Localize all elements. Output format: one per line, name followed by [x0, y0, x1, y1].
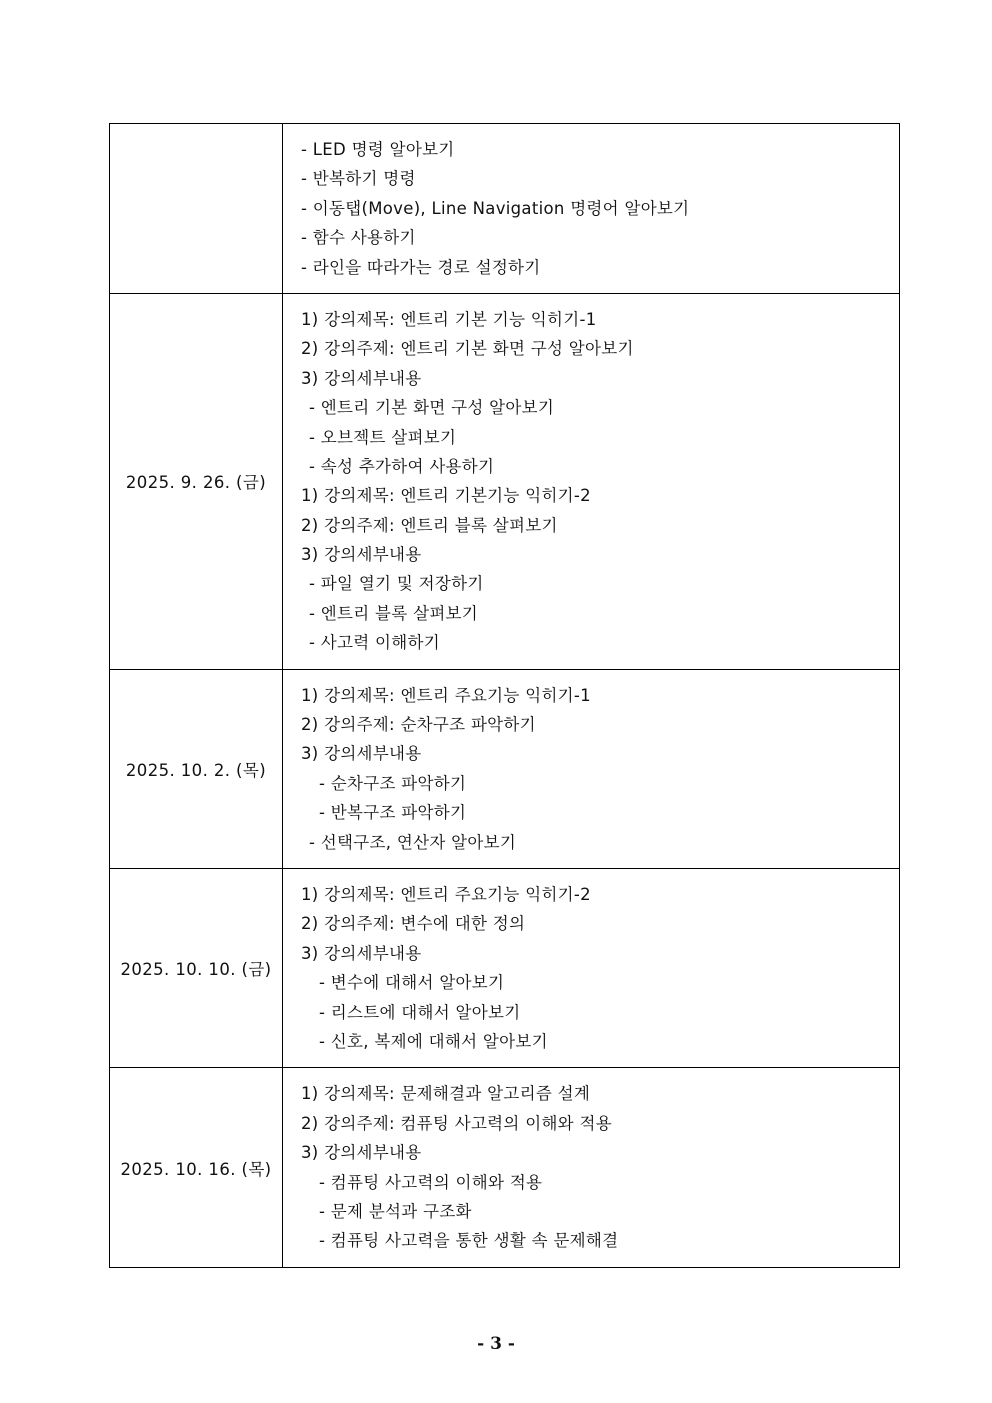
- lecture-topic: 2) 강의주제: 순차구조 파악하기: [301, 715, 536, 735]
- lecture-topic: 2) 강의주제: 엔트리 기본 화면 구성 알아보기: [301, 339, 634, 359]
- schedule-table: [109, 123, 900, 1268]
- detail-item: - 사고력 이해하기: [309, 633, 441, 653]
- lecture-title: 1) 강의제목: 엔트리 기본 기능 익히기-1: [301, 309, 597, 329]
- detail-item: - 선택구조, 연산자 알아보기: [309, 832, 517, 852]
- detail-item: - 반복하기 명령: [301, 169, 416, 189]
- lecture-title: 1) 강의제목: 엔트리 주요기능 익히기-2: [301, 884, 591, 904]
- content-cell: [283, 1068, 900, 1267]
- content-cell: [283, 293, 900, 669]
- detail-item: - 라인을 따라가는 경로 설정하기: [301, 257, 541, 277]
- detail-item: - LED 명령 알아보기: [301, 140, 455, 159]
- lecture-details-heading: 3) 강의세부내용: [301, 545, 422, 565]
- lecture-title: 1) 강의제목: 엔트리 기본기능 익히기-2: [301, 486, 591, 506]
- schedule-row: [110, 868, 900, 1067]
- detail-item: - 엔트리 기본 화면 구성 알아보기: [309, 398, 555, 418]
- lecture-details-heading: 3) 강의세부내용: [301, 744, 422, 764]
- detail-item: - 문제 분석과 구조화: [319, 1201, 472, 1221]
- schedule-row: [110, 124, 900, 294]
- date-cell: 2025. 10. 16. (목): [110, 1068, 283, 1267]
- detail-item: - 반복구조 파악하기: [319, 803, 467, 823]
- detail-item: - 이동탭(Move), Line Navigation 명령어 알아보기: [301, 198, 690, 218]
- date-cell: 2025. 10. 2. (목): [110, 669, 283, 868]
- lecture-details-heading: 3) 강의세부내용: [301, 1143, 422, 1163]
- detail-item: - 오브젝트 살펴보기: [309, 427, 457, 447]
- lecture-topic: 2) 강의주제: 컴퓨팅 사고력의 이해와 적용: [301, 1113, 612, 1133]
- detail-item: - 속성 추가하여 사용하기: [309, 456, 495, 476]
- lecture-details-heading: 3) 강의세부내용: [301, 943, 422, 963]
- lecture-topic: 2) 강의주제: 변수에 대한 정의: [301, 914, 526, 934]
- detail-item: - 신호, 복제에 대해서 알아보기: [319, 1031, 548, 1051]
- detail-item: - 변수에 대해서 알아보기: [319, 973, 505, 993]
- date-cell: [110, 124, 283, 294]
- content-cell: [283, 868, 900, 1067]
- lecture-details-heading: 3) 강의세부내용: [301, 368, 422, 388]
- lecture-topic: 2) 강의주제: 엔트리 블록 살펴보기: [301, 515, 558, 535]
- detail-item: - 파일 열기 및 저장하기: [309, 574, 484, 594]
- content-cell: [283, 669, 900, 868]
- schedule-row: [110, 1068, 900, 1267]
- detail-item: - 순차구조 파악하기: [319, 773, 467, 793]
- date-cell: 2025. 9. 26. (금): [110, 293, 283, 669]
- schedule-row: [110, 293, 900, 669]
- detail-item: - 엔트리 블록 살펴보기: [309, 603, 479, 623]
- lecture-title: 1) 강의제목: 엔트리 주요기능 익히기-1: [301, 685, 591, 705]
- lecture-title: 1) 강의제목: 문제해결과 알고리즘 설계: [301, 1084, 591, 1104]
- content-cell: [283, 124, 900, 294]
- detail-item: - 컴퓨팅 사고력의 이해와 적용: [319, 1172, 543, 1192]
- detail-item: - 함수 사용하기: [301, 228, 416, 248]
- date-cell: 2025. 10. 10. (금): [110, 868, 283, 1067]
- schedule-row: [110, 669, 900, 868]
- page-number: - 3 -: [477, 1334, 515, 1354]
- detail-item: - 컴퓨팅 사고력을 통한 생활 속 문제해결: [319, 1231, 619, 1251]
- detail-item: - 리스트에 대해서 알아보기: [319, 1002, 521, 1022]
